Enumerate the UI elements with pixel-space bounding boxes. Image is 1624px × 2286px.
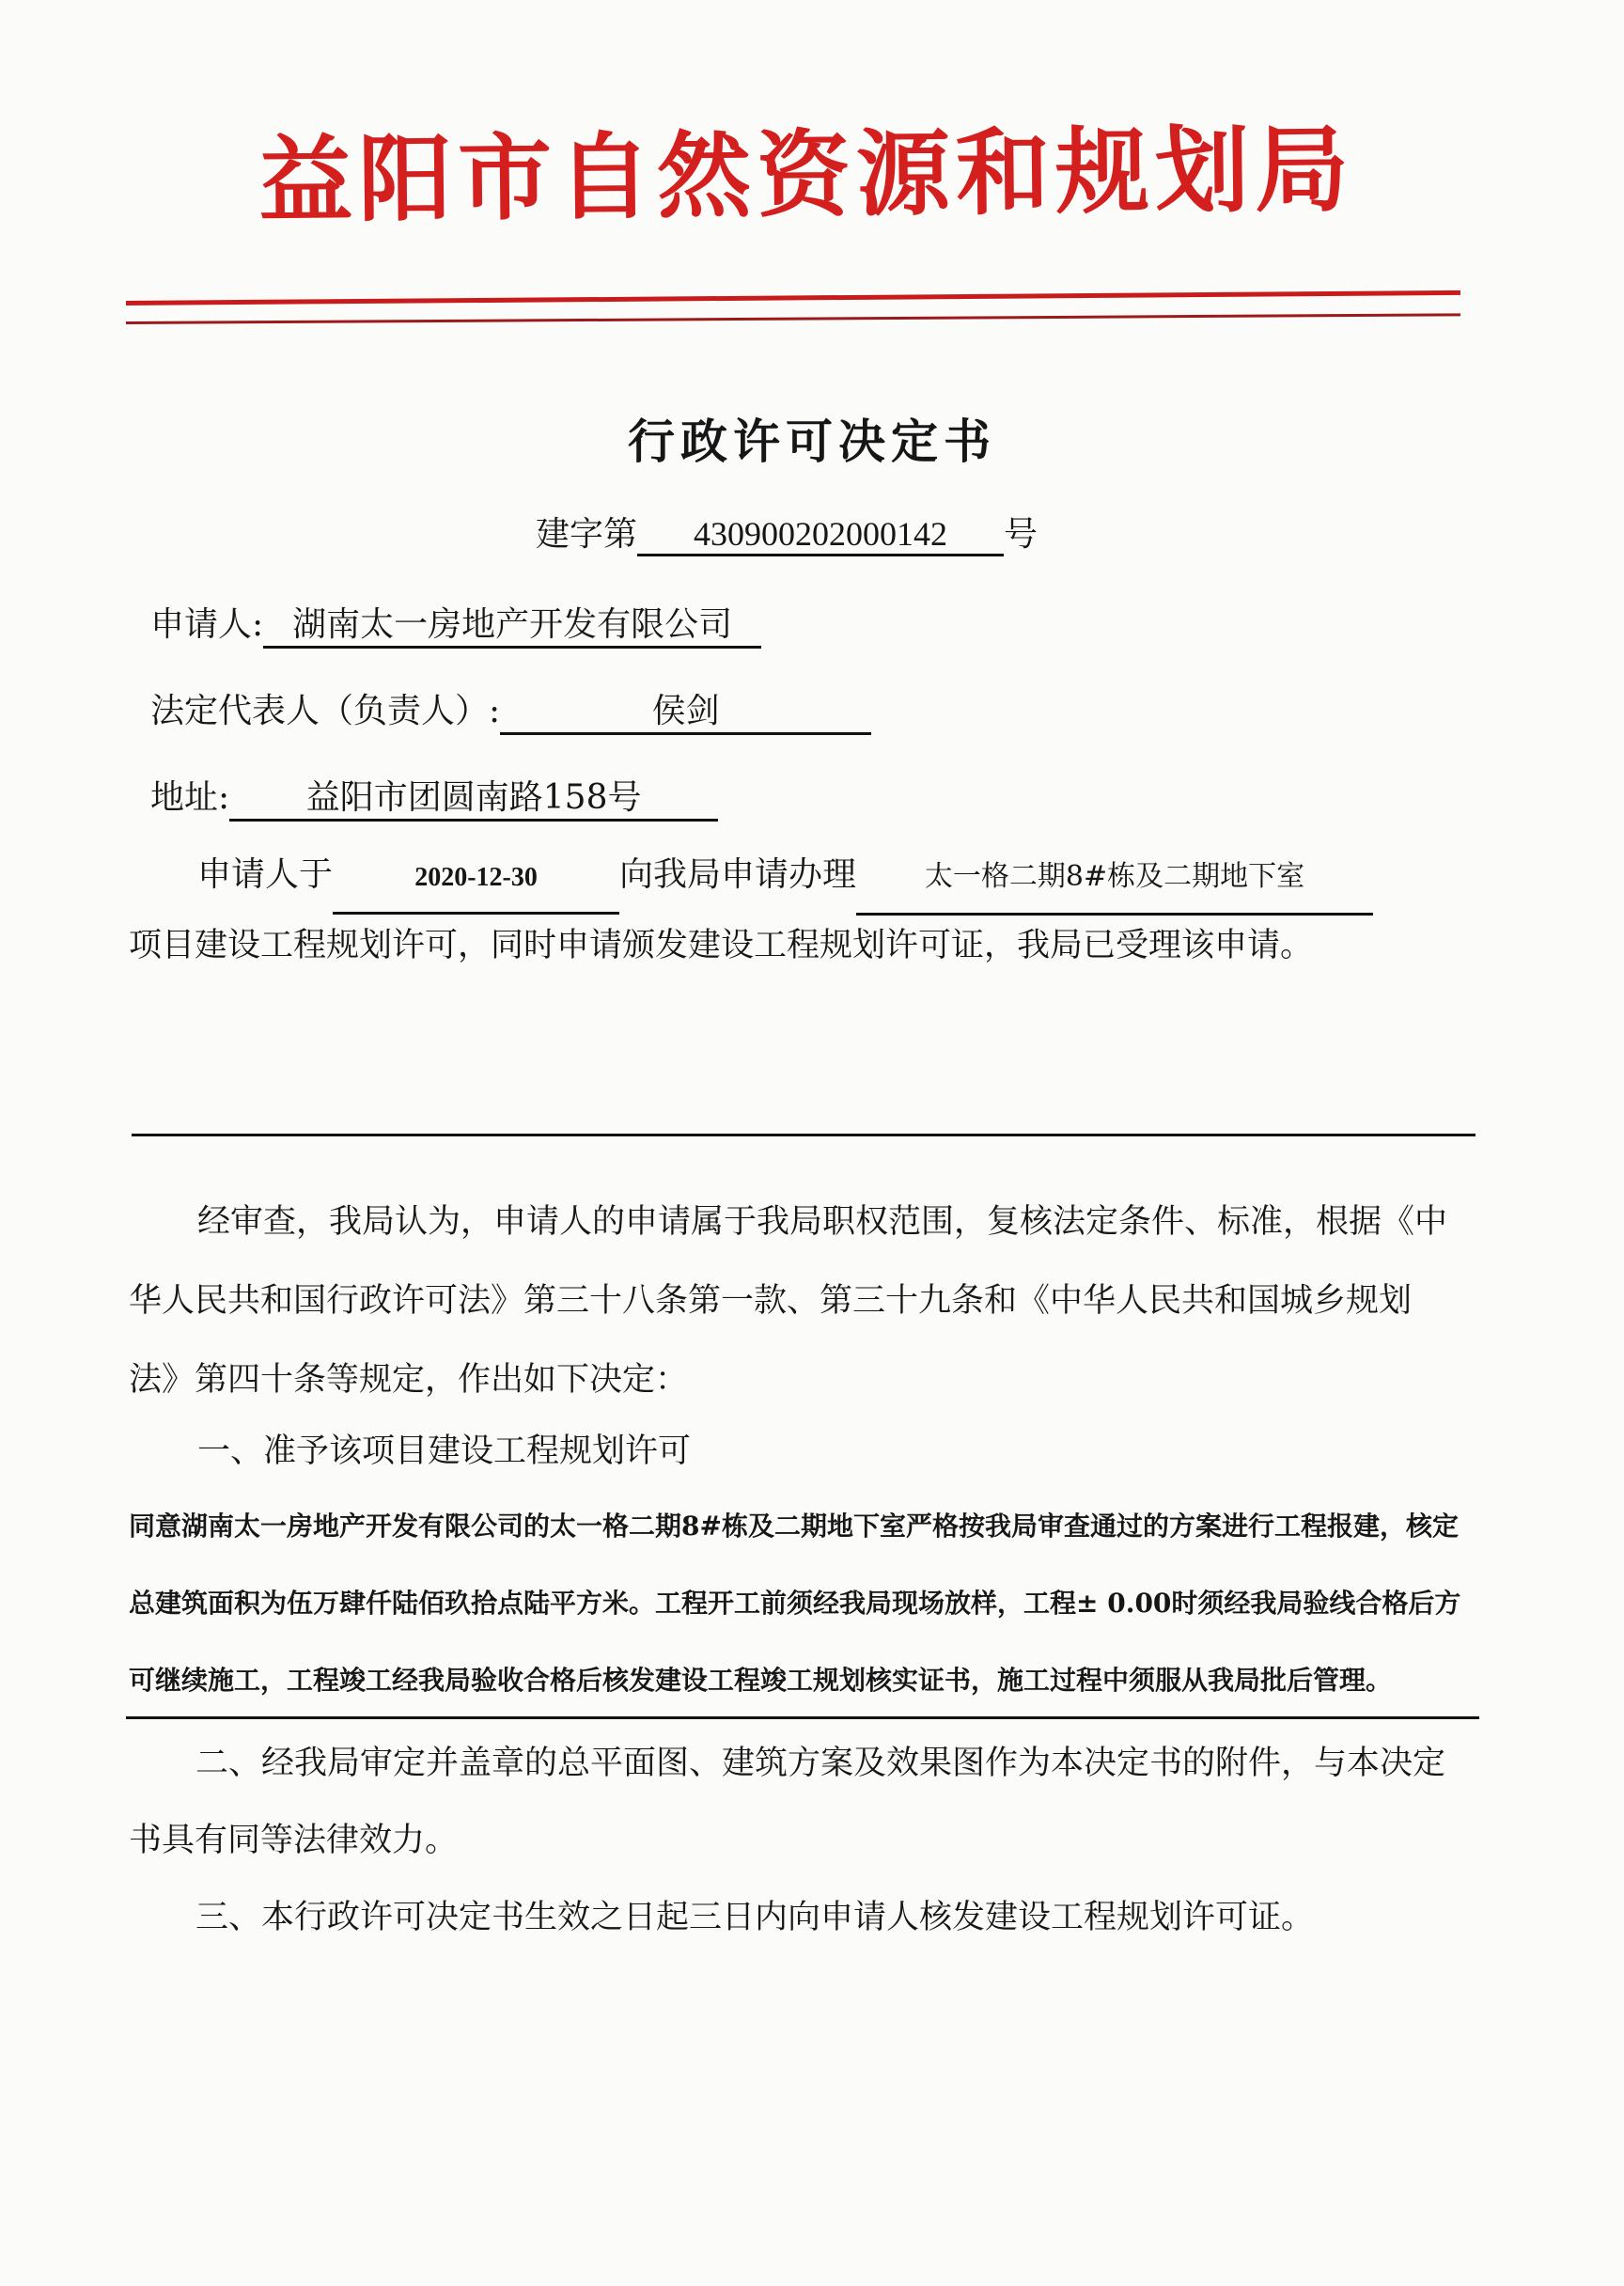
decision-item1-heading: 一、准予该项目建设工程规划许可: [197, 1433, 692, 1470]
agency-letterhead: 益阳市自然资源和规划局: [258, 114, 1355, 236]
legal-rep-row: [150, 684, 871, 735]
application-continuation: 项目建设工程规划许可，同时申请颁发建设工程规划许可证，我局已受理该申请。: [129, 927, 1314, 964]
decision-item1-detail-3: 可继续施工，工程竣工经我局验收合格后核发建设工程竣工规划核实证书，施工过程中须服从我局批后管理。: [129, 1665, 1393, 1696]
decision-item3: 三、本行政许可决定书生效之日起三日内向申请人核发建设工程规划许可证。: [195, 1899, 1315, 1936]
section-divider: [132, 1134, 1476, 1136]
letterhead-rule-thick: [126, 290, 1460, 305]
decision-item1-detail-2: 总建筑面积为伍万肆仟陆佰玖拾点陆平方米。工程开工前须经我局现场放样，工程± 0.00时须经我局验线合格后方: [129, 1588, 1461, 1619]
review-line-2: 华人民共和国行政许可法》第三十八条第一款、第三十九条和《中华人民共和国城乡规划: [129, 1282, 1413, 1320]
applicant-label: 申请人:: [150, 605, 264, 644]
document-number-prefix: 建字第: [536, 515, 638, 554]
address-row: [150, 771, 718, 822]
address-label: 地址:: [150, 778, 230, 817]
decision-item2-line-1: 二、经我局审定并盖章的总平面图、建筑方案及效果图作为本决定书的附件，与本决定: [195, 1745, 1446, 1782]
letterhead-rule-thin: [126, 313, 1460, 324]
legal-rep-label: 法定代表人（负责人）:: [150, 692, 501, 730]
address-value: 益阳市团圆南路158号: [229, 771, 718, 822]
applicant-row: [150, 598, 761, 649]
application-date: 2020-12-30: [333, 863, 619, 915]
decision-divider: [126, 1716, 1479, 1719]
document-number-suffix: 号: [1004, 515, 1038, 554]
legal-rep-value: 侯剑: [500, 684, 871, 735]
decision-item1-detail-1: 同意湖南太一房地产开发有限公司的太一格二期8#栋及二期地下室严格按我局审查通过的方案进行工程报建，核定: [129, 1511, 1459, 1542]
document-number-line: [536, 508, 1038, 556]
application-project: 太一格二期8#栋及二期地下室: [856, 853, 1373, 916]
application-prefix: 申请人于: [197, 855, 334, 894]
decision-item2-line-2: 书具有同等法律效力。: [129, 1822, 459, 1859]
application-row: [197, 848, 1373, 916]
applicant-value: 湖南太一房地产开发有限公司: [263, 598, 761, 649]
document-number: 430900202000142: [637, 514, 1004, 556]
review-line-1: 经审查，我局认为，申请人的申请属于我局职权范围，复核法定条件、标准，根据《中: [197, 1203, 1448, 1241]
document-title: 行政许可决定书: [628, 414, 996, 469]
review-line-3: 法》第四十条等规定，作出如下决定：: [129, 1361, 689, 1399]
application-middle: 向我局申请办理: [619, 855, 857, 894]
